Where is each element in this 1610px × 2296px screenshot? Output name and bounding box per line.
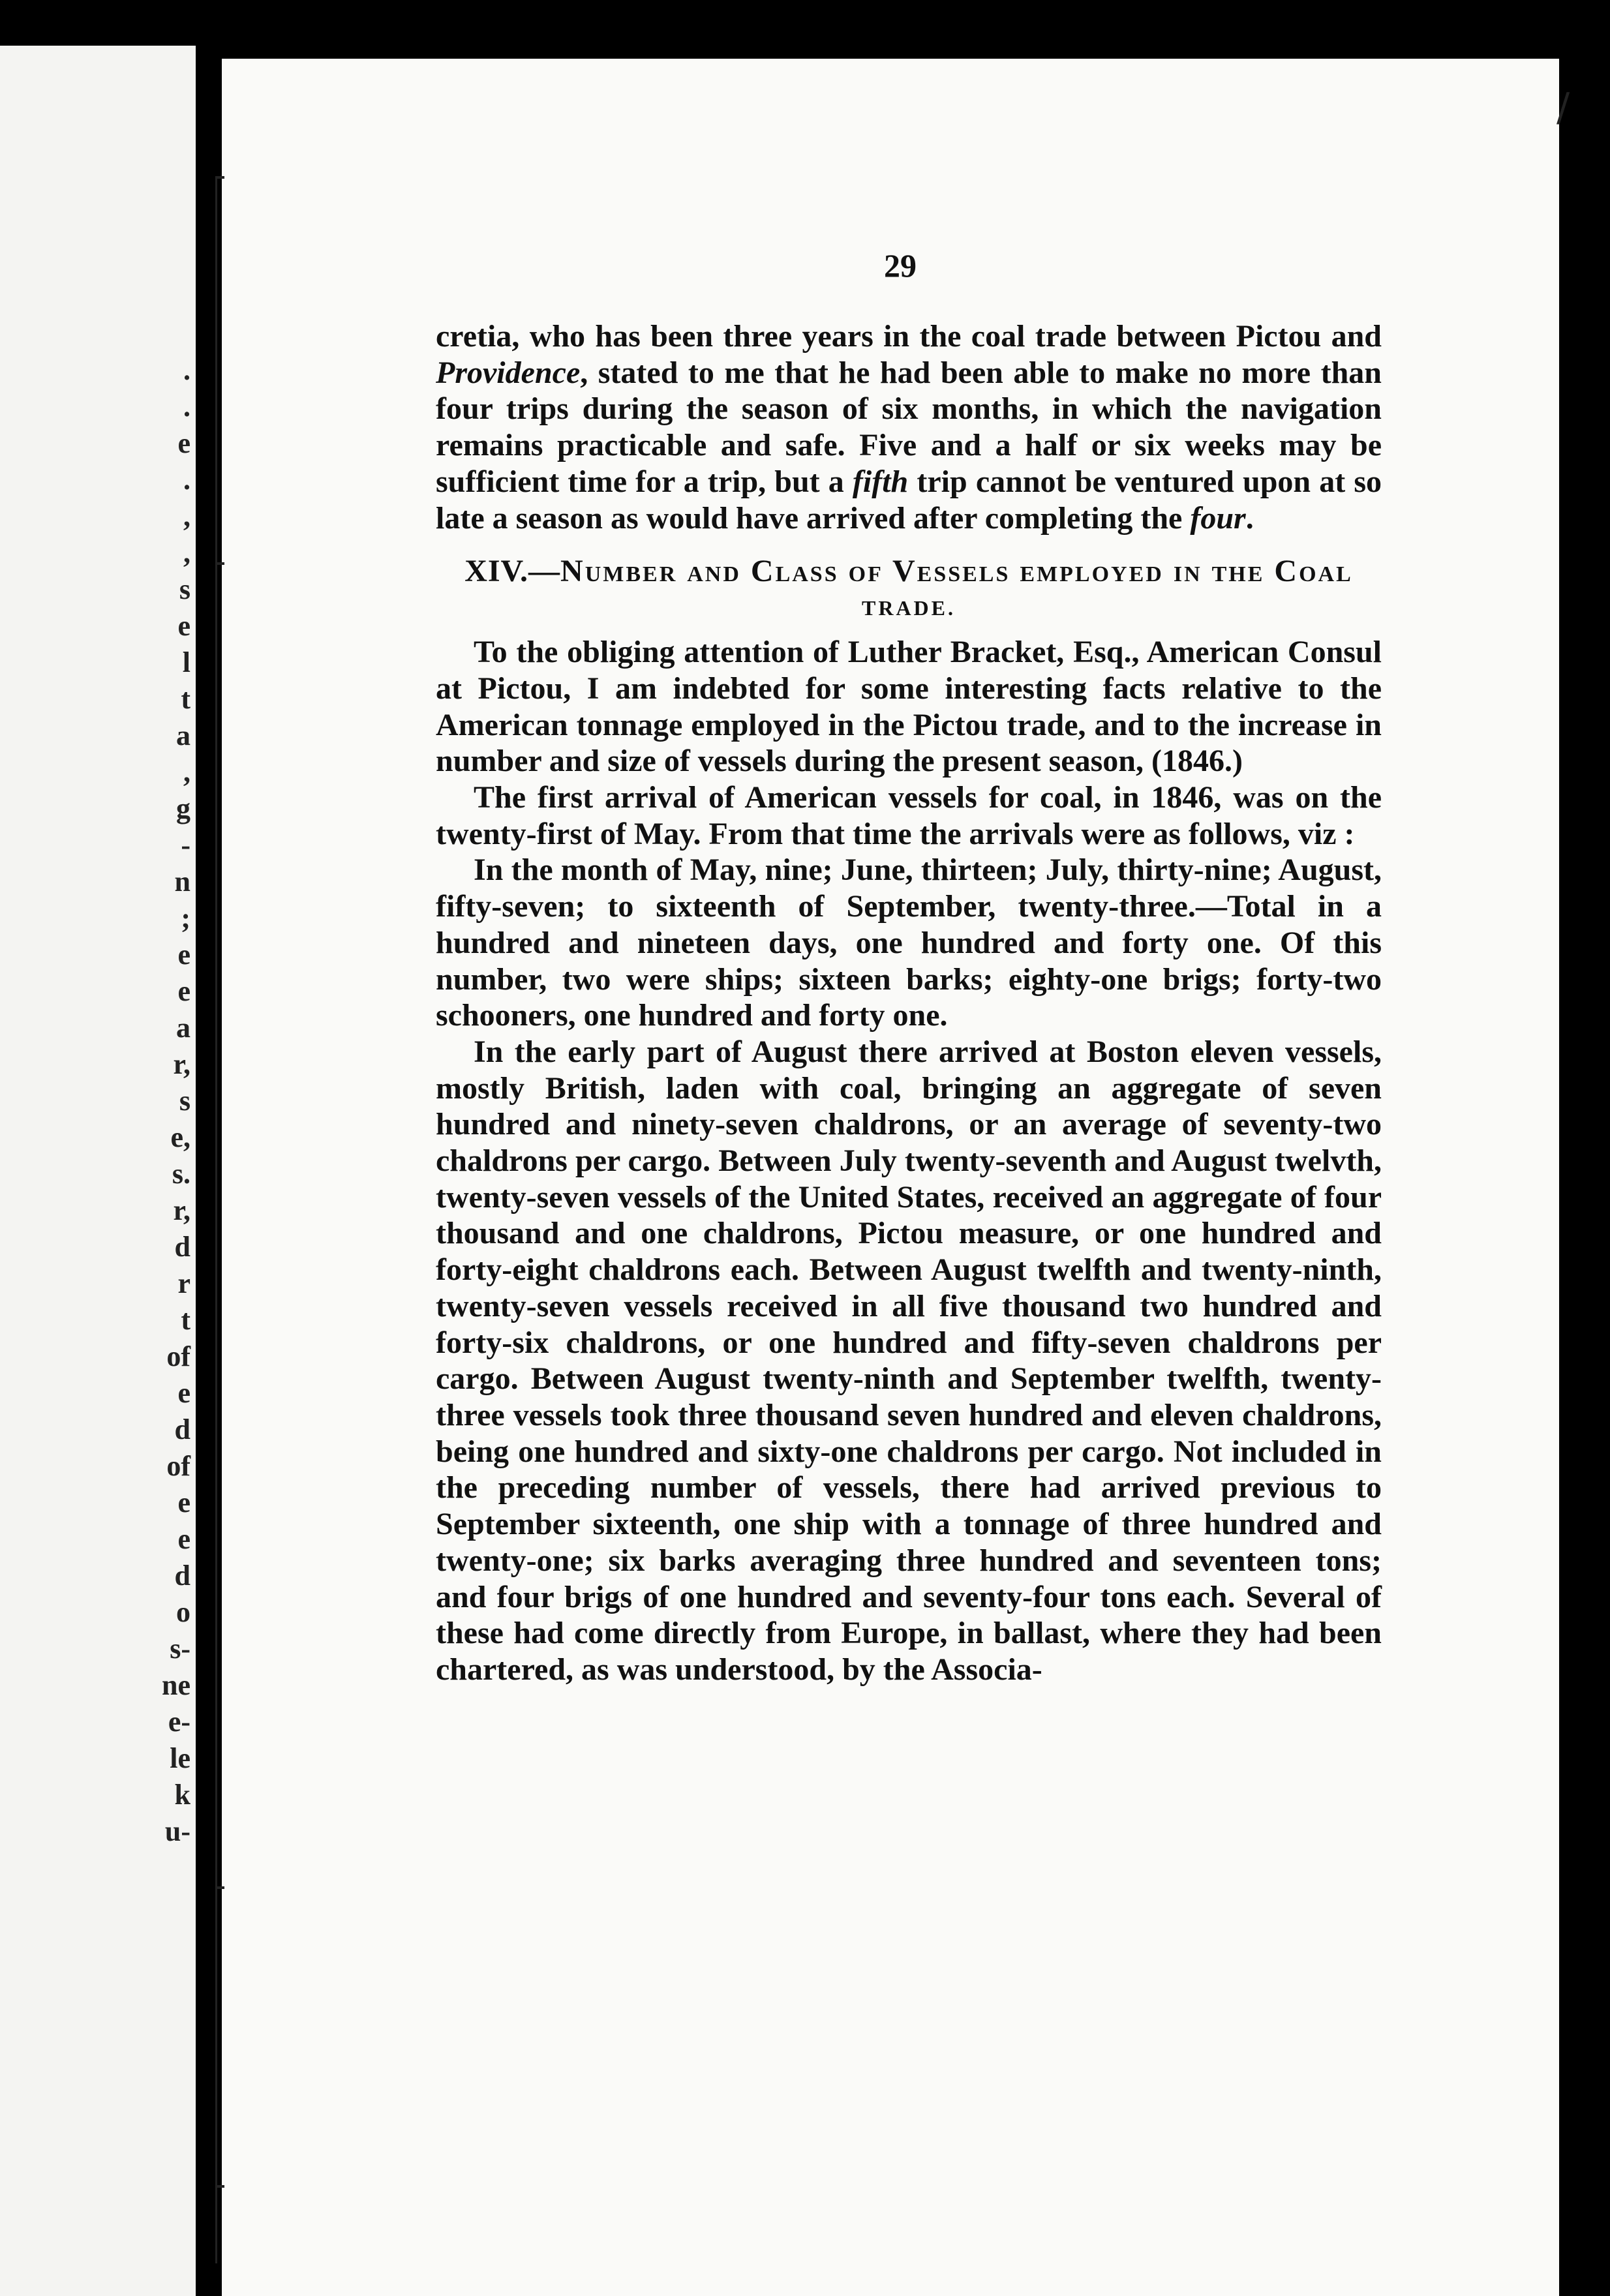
section-title-line2: TRADE. [861,596,956,620]
left-page-fragment: u- [164,1815,190,1847]
left-page-fragment: e [177,1377,190,1409]
page-number: 29 [884,247,917,284]
left-page-fragment: of [166,1340,190,1372]
binding-tick [215,2185,224,2188]
left-page-fragment: d [174,1560,190,1592]
corner-mark: / [1557,85,1570,130]
left-page-fragment: t [181,683,190,715]
binding-tick [215,176,224,179]
left-page-fragment: . [183,391,190,423]
paragraph: The first arrival of American vessels for coal, in 1846, was on the twenty-first of May. From that time the arrivals were as follows, viz : [436,780,1382,851]
left-page-fragment: . [183,464,190,496]
left-page-fragment: n [174,866,190,898]
left-page-fragment: le [170,1742,190,1774]
left-page-fragment: e [177,1487,190,1518]
left-page-fragment: a [176,719,190,751]
left-page-fragment: s [179,573,190,605]
left-page-fragment: s [179,1085,190,1117]
left-page-fragment: d [174,1413,190,1445]
left-page-fragment: , [183,537,190,569]
left-page-fragments [151,352,190,1850]
left-page-fragment: ; [181,902,190,934]
left-page-fragment: e- [168,1706,190,1738]
paragraph: In the month of May, nine; June, thirteen; July, thirty-nine; August, fifty-seven; to sixteenth of September, twenty-three.—Total in a hundred and nineteen days, one hundred and forty one. Of this number, two were ships; sixteen barks; eighty-one brigs; forty-two schooners, one hundred and forty one. [436,853,1382,1033]
left-page-fragment: ne [162,1669,190,1701]
left-page-fragment: e [177,975,190,1007]
paragraph: In the early part of August there arrived at Boston eleven vessels, mostly British, laden with coal, bringing an aggregate of seven hundred and ninety-seven chaldrons, or an average of seventy-two chaldrons per cargo. Between July twenty-seventh and August twelvth, twenty-seven vessels of the United States, received an aggregate of four thousand and one chaldrons, Pictou measure, or one hundred and forty-eight chaldrons each. Between August twelfth and twenty-ninth, twenty-seven vessels received in all five thousand two hundred and forty-six chaldrons, or one hundred and fifty-seven chaldrons per cargo. Between August twenty-ninth and September twelfth, twenty-three vessels took three thousand seven hundred and eleven chaldrons, being one hundred and sixty-one chaldrons per cargo. Not included in the preceding number of vessels, there had arrived previous to September sixteenth, one ship with a tonnage of three hundred and twenty-one; six barks averaging three hundred and seventeen tons; and four brigs of one hundred and seventy-four tons each. Several of these had come directly from Europe, in ballast, where they had been chartered, as was understood, by the Associa- [436,1034,1382,1687]
left-page-strip [0,46,196,2296]
left-page-fragment: s. [172,1158,190,1190]
left-page-fragment: , [183,756,190,788]
left-page-fragment: of [166,1450,190,1482]
left-page-fragment: . [183,354,190,386]
left-page-fragment: e [177,427,190,459]
left-page-fragment: d [174,1231,190,1263]
paragraph: To the obliging attention of Luther Bracket, Esq., American Consul at Pictou, I am indebted for some interesting facts relative to the American tonnage employed in the Pictou trade, and to the increase in number and size of vessels during the present season, (1846.) [436,635,1382,779]
left-page-fragment: e, [170,1121,190,1153]
left-page-fragment: a [176,1012,190,1044]
opening-paragraph: cretia, who has been three years in the coal trade between Pictou and Providence, stated to me that he had been able to make no more than four trips during the season of six months, in which the navigation remains practicable and safe. Five and a half or six weeks may be sufficient time for a trip, but a fifth trip cannot be ventured upon at so late a season as would have arrived after completing the four. [436,319,1382,536]
left-page-fragment: r, [173,1048,190,1080]
binding-tick [215,1886,224,1889]
page-gutter [196,0,222,2296]
binding-line [215,176,217,2263]
left-page-fragment: - [181,829,190,861]
left-page-fragment: o [176,1596,190,1628]
left-page-fragment: e [177,939,190,971]
left-page-fragment: s- [170,1633,190,1665]
left-page-fragment: e [177,1523,190,1555]
section-title-line1: Number and Class of Vessels employed in the Coal [560,554,1353,589]
section-numeral: XIV.— [464,554,561,589]
left-page-fragment: k [174,1779,190,1811]
left-page-fragment: t [181,1304,190,1336]
left-page-fragment: l [182,646,190,678]
left-page-fragment: r [177,1267,190,1299]
left-page-fragment: r, [173,1194,190,1226]
page-content [436,318,1382,1688]
binding-tick [215,562,224,565]
section-heading [436,553,1382,626]
left-page-fragment: , [183,500,190,532]
left-page-fragment: g [176,793,190,824]
left-page-fragment: e [177,610,190,642]
